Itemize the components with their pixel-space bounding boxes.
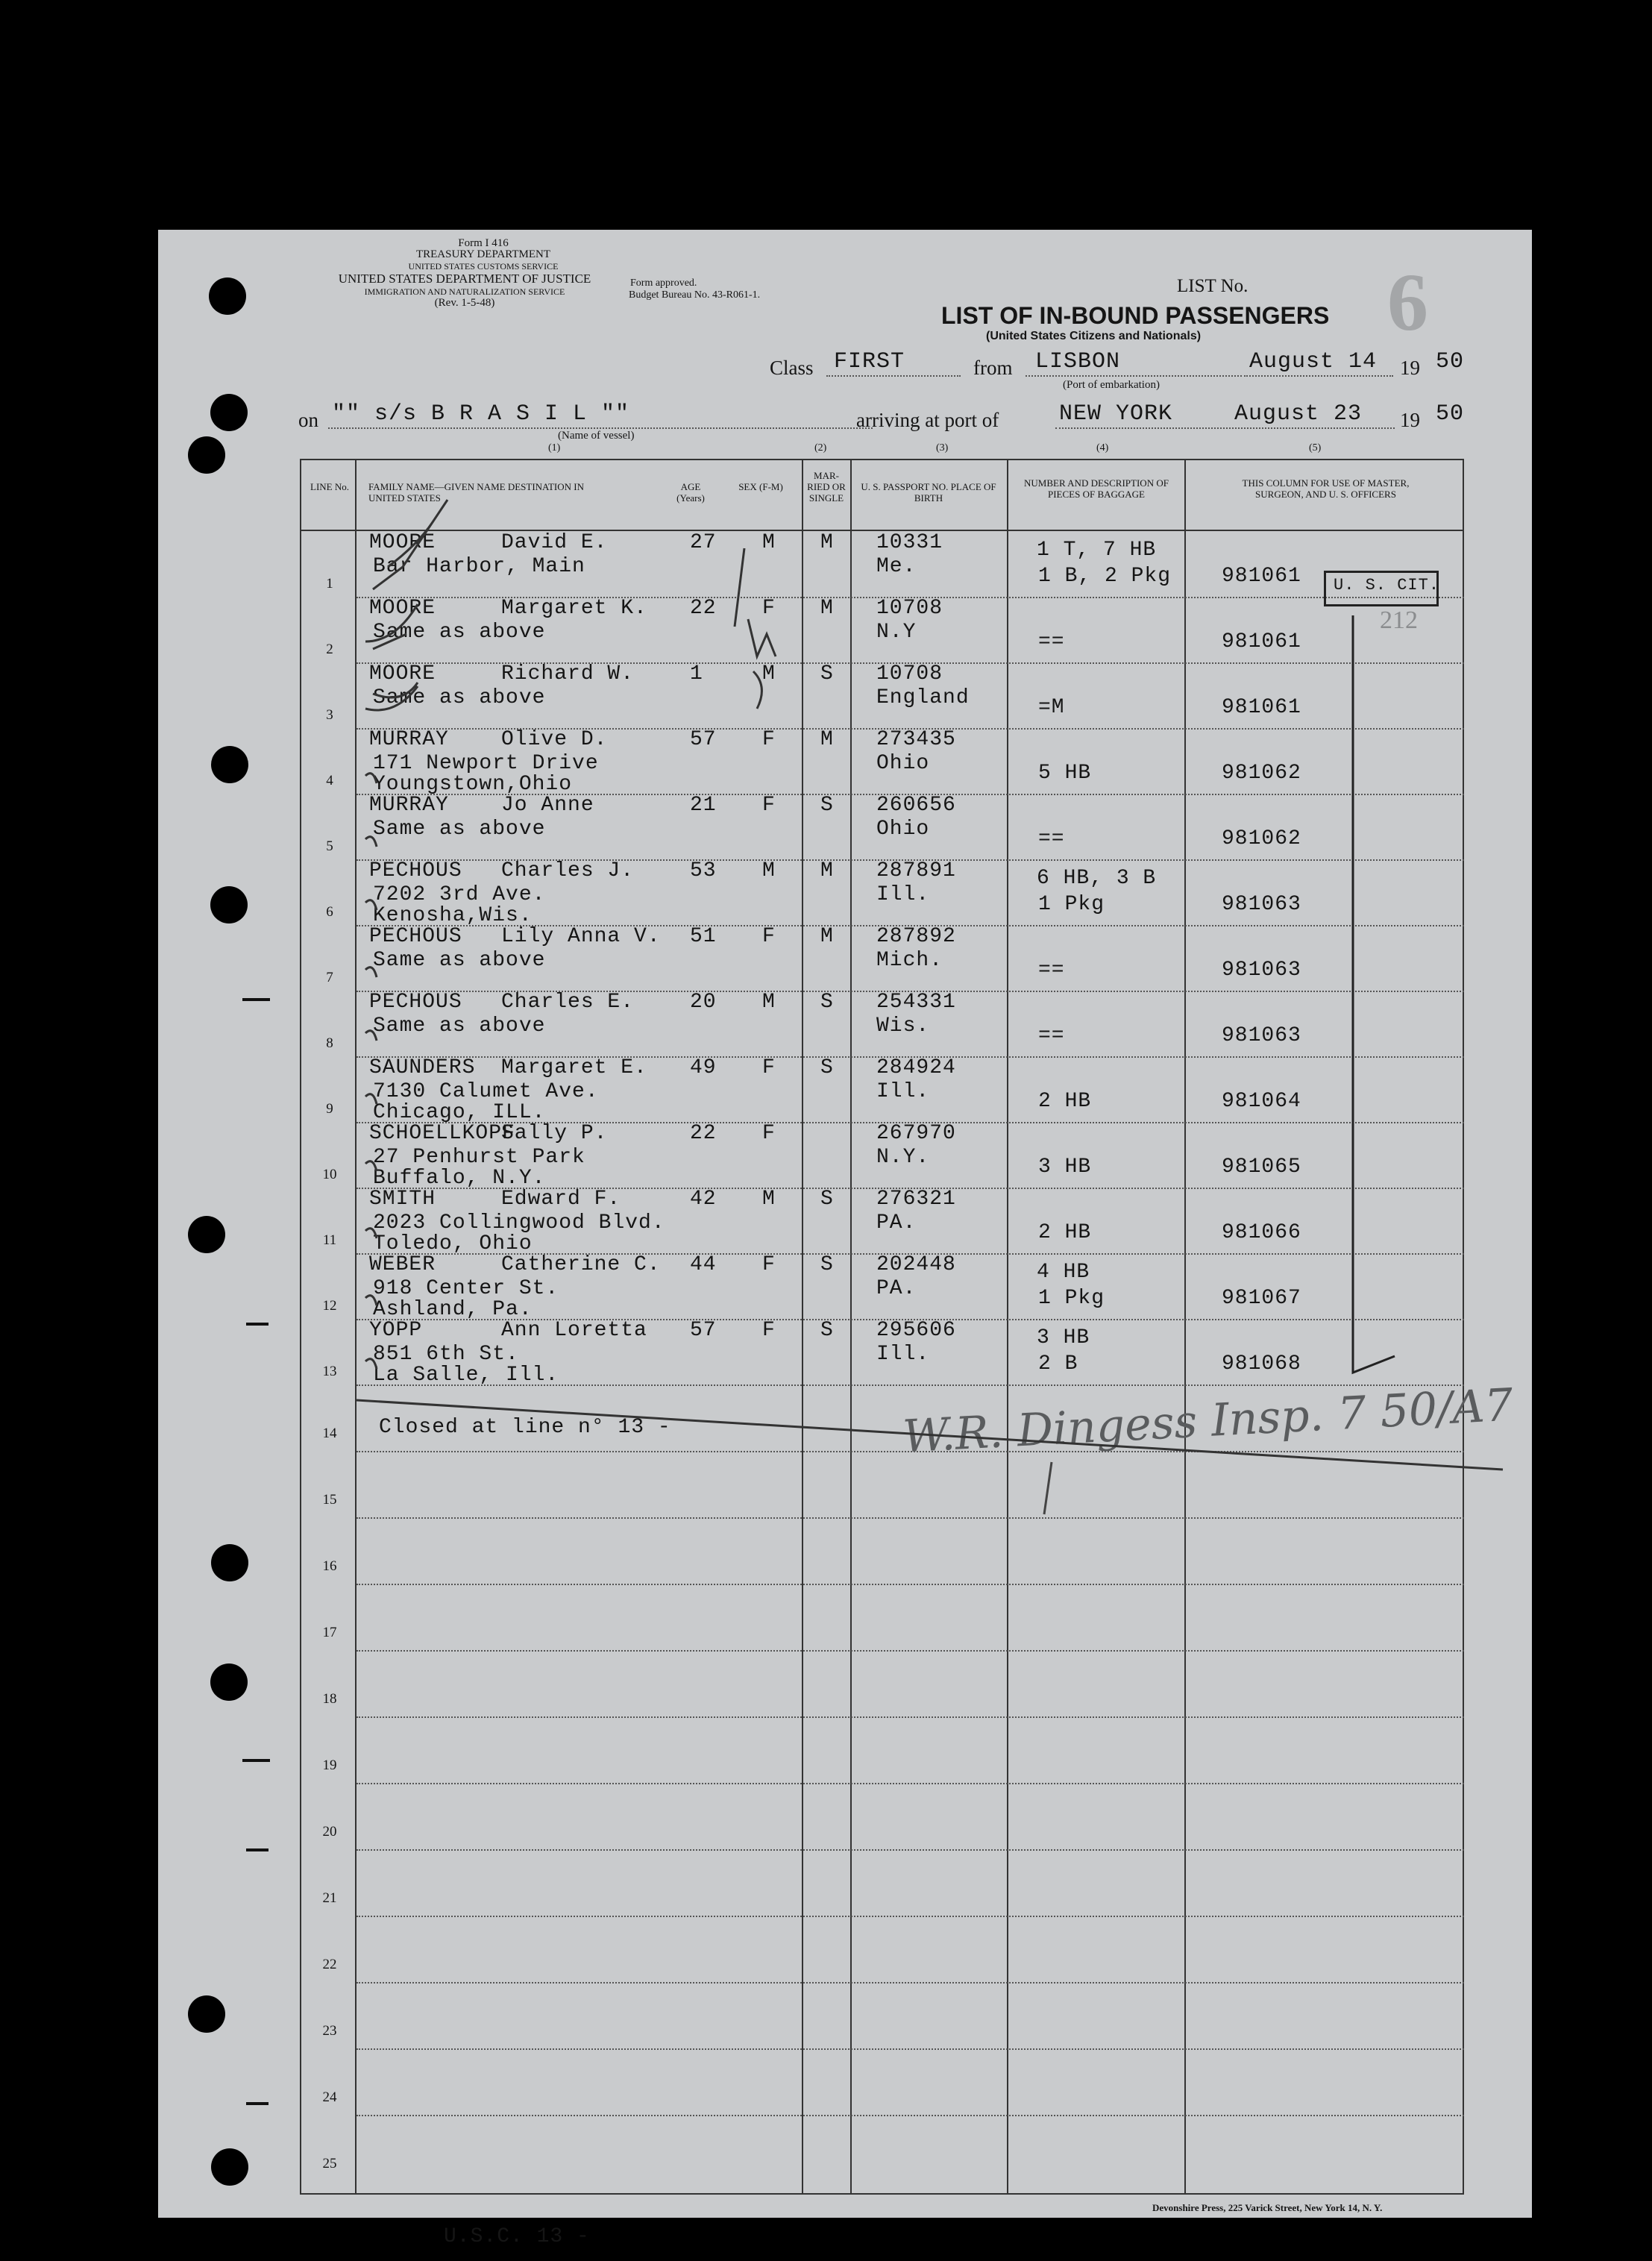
destination-line-2: Toledo, Ohio [373,1232,533,1255]
family-name: PECHOUS [369,925,462,948]
vessel-name: "" s/s B R A S I L "" [332,401,630,427]
family-name: PECHOUS [369,859,462,882]
tally-line [1353,615,1395,1373]
check-mark [373,500,447,589]
destination-line-1: 918 Center St. [373,1277,559,1300]
margin-tick [242,1000,270,2104]
col-number: (2) [814,442,827,454]
family-name: SCHOELLKOPF [369,1122,515,1145]
place-of-birth: Wis. [876,1015,930,1038]
line-number: 20 [322,1824,337,1840]
list-number: 6 [1387,257,1428,348]
col-number: (3) [936,442,949,454]
passport-number: 287892 [876,925,956,948]
line-number: 5 [326,838,333,854]
sex-cell: F [762,1253,776,1276]
destination-line-2: Ashland, Pa. [373,1298,533,1321]
destination-line-1: Same as above [373,686,546,709]
given-name: Margaret K. [501,597,647,620]
given-name: Lily Anna V. [501,925,661,948]
from-value: LISBON [1035,349,1121,374]
check-marks [365,774,377,1369]
destination-line-1: Same as above [373,818,546,841]
destination-line-1: 851 6th St. [373,1343,519,1366]
header-name: FAMILY NAME—GIVEN NAME DESTINATION IN UNITED STATES [368,481,585,504]
passport-number: 254331 [876,991,956,1014]
family-name: PECHOUS [369,991,462,1014]
baggage-line-2: == [1038,630,1065,653]
baggage-line-2: == [1038,1024,1065,1047]
passport-number: 267970 [876,1122,956,1145]
line-number: 8 [326,1035,333,1051]
destination-line-2: Buffalo, N.Y. [373,1167,546,1190]
place-of-birth: PA. [876,1277,917,1300]
line-number: 12 [322,1298,337,1314]
printer-imprint: Devonshire Press, 225 Varick Street, New York 14, N. Y. [1152,2202,1383,2213]
col-number: (5) [1309,442,1322,454]
sex-cell: M [762,1188,776,1211]
line-number: 23 [322,2023,337,2039]
passport-number: 10331 [876,531,943,554]
header-officers: THIS COLUMN FOR USE OF MASTER, SURGEON, AND U. S. OFFICERS [1242,477,1410,500]
year-prefix-2: 19 [1400,409,1420,431]
age-cell: 20 [690,991,717,1014]
line-number: 7 [326,970,333,985]
passport-number: 260656 [876,794,956,817]
baggage-line-1: 1 T, 7 HB [1037,539,1157,562]
sex-cell: M [762,859,776,882]
given-name: Charles E. [501,991,635,1014]
list-no-label: LIST No. [1177,276,1249,296]
line-number: 6 [326,904,333,920]
destination-line-1: Bar Harbor, Main [373,555,585,578]
baggage-line-1: 4 HB [1037,1261,1090,1284]
place-of-birth: Ill. [876,883,930,906]
line-number: 9 [326,1101,333,1117]
budget-bureau: Budget Bureau No. 43-R061-1. [629,289,761,301]
age-cell: 22 [690,1122,717,1145]
closed-note: Closed at line n° 13 - [379,1416,671,1439]
sex-cell: F [762,728,776,751]
vessel-label: (Name of vessel) [558,430,635,442]
line-number: 2 [326,642,333,657]
stamp-number: 212 [1380,606,1418,634]
header-passport: U. S. PASSPORT NO. PLACE OF BIRTH [861,481,996,504]
marital-cell: S [820,1056,834,1079]
stamp-text: U. S. CIT. [1334,576,1440,595]
baggage-line-2: =M [1038,696,1065,719]
header-baggage: NUMBER AND DESCRIPTION OF PIECES OF BAGGAGE [1024,477,1169,500]
passport-number: 295606 [876,1319,956,1342]
officer-number: 981068 [1222,1352,1301,1376]
officer-number: 981063 [1222,959,1301,982]
arrival-port: NEW YORK [1059,401,1173,427]
marital-cell: M [820,728,834,751]
officer-number: 981062 [1222,762,1301,785]
handwritten-initials [735,548,776,709]
on-label: on [298,409,318,431]
customs-service: UNITED STATES CUSTOMS SERVICE [408,261,559,272]
class-value: FIRST [834,349,905,374]
family-name: MOORE [369,531,436,554]
arrival-year: 50 [1436,401,1465,427]
destination-line-1: Same as above [373,1015,546,1038]
officer-number: 981061 [1222,630,1301,653]
destination-line-1: 2023 Collingwood Blvd. [373,1211,665,1235]
sex-cell: M [762,662,776,686]
marital-cell: M [820,859,834,882]
line-number: 18 [322,1691,337,1707]
baggage-line-2: 1 Pkg [1038,1287,1105,1310]
place-of-birth: Ohio [876,752,930,775]
sex-cell: F [762,1056,776,1079]
baggage-line-2: == [1038,959,1065,982]
age-cell: 44 [690,1253,717,1276]
port-embarkation-label: (Port of embarkation) [1063,379,1160,391]
passport-number: 10708 [876,597,943,620]
place-of-birth: Ill. [876,1080,930,1103]
destination-line-1: 171 Newport Drive [373,752,599,775]
check-mark [365,604,418,649]
destination-line-1: Same as above [373,621,546,644]
marital-cell: M [820,925,834,948]
given-name: Olive D. [501,728,608,751]
line-number: 17 [322,1625,337,1640]
family-name: SMITH [369,1188,436,1211]
inspector-signature: W.R. Dingess Insp. 7 50/A7 [901,1379,1515,1464]
age-cell: 21 [690,794,717,817]
baggage-line-2: == [1038,827,1065,850]
family-name: SAUNDERS [369,1056,476,1079]
line-number: 11 [322,1232,337,1248]
form-subtitle: (United States Citizens and Nationals) [986,330,1202,342]
age-cell: 42 [690,1188,717,1211]
age-cell: 22 [690,597,717,620]
baggage-line-1: 6 HB, 3 B [1037,867,1157,890]
given-name: Richard W. [501,662,635,686]
arrival-date: August 23 [1234,401,1363,427]
col-number: (1) [548,442,561,454]
age-cell: 53 [690,859,717,882]
pen-stroke [1044,1462,1052,1514]
officer-number: 981063 [1222,893,1301,916]
destination-line-2: Youngstown,Ohio [373,773,573,796]
sex-cell: M [762,991,776,1014]
given-name: Sally P. [501,1122,608,1145]
family-name: MURRAY [369,794,449,817]
baggage-line-2: 1 B, 2 Pkg [1038,565,1172,588]
justice-dept: UNITED STATES DEPARTMENT OF JUSTICE [338,272,591,286]
family-name: WEBER [369,1253,436,1276]
footer-code: U.S.C. 13 - [444,2225,590,2248]
given-name: Margaret E. [501,1056,647,1079]
officer-number: 981061 [1222,565,1301,588]
revision: (Rev. 1-5-48) [434,297,495,309]
place-of-birth: N.Y [876,621,917,644]
marital-cell: S [820,991,834,1014]
place-of-birth: England [876,686,970,709]
header-sex: SEX (F-M) [738,481,783,492]
baggage-line-2: 2 HB [1038,1090,1092,1113]
given-name: Catherine C. [501,1253,661,1276]
arriving-label: arriving at port of [856,409,999,431]
form-approved: Form approved. [630,277,697,289]
passport-number: 276321 [876,1188,956,1211]
line-number: 1 [326,576,333,592]
sex-cell: F [762,597,776,620]
line-number: 19 [322,1757,337,1773]
given-name: Ann Loretta [501,1319,647,1342]
baggage-line-1: 3 HB [1037,1326,1090,1349]
col-number: (4) [1096,442,1109,454]
marital-cell: S [820,1319,834,1342]
closing-line [357,1400,1503,1470]
place-of-birth: N.Y. [876,1146,930,1169]
sex-cell: F [762,925,776,948]
family-name: MOORE [369,597,436,620]
line-number: 10 [322,1167,337,1182]
immigration-service: IMMIGRATION AND NATURALIZATION SERVICE [364,286,565,297]
officer-number: 981067 [1222,1287,1301,1310]
sex-cell: F [762,1319,776,1342]
destination-line-2: Chicago, ILL. [373,1101,546,1124]
from-label: from [973,357,1013,379]
form-title: LIST OF IN-BOUND PASSENGERS [941,302,1330,329]
officer-number: 981066 [1222,1221,1301,1244]
officer-number: 981064 [1222,1090,1301,1113]
line-number: 15 [322,1492,337,1508]
treasury-dept: TREASURY DEPARTMENT [415,248,551,260]
officer-number: 981062 [1222,827,1301,850]
class-label: Class [770,357,814,379]
sex-cell: M [762,531,776,554]
destination-line-2: La Salle, Ill. [373,1364,559,1387]
age-cell: 57 [690,728,717,751]
line-number: 22 [322,1957,337,1972]
place-of-birth: PA. [876,1211,917,1235]
check-mark [365,683,418,710]
place-of-birth: Mich. [876,949,943,972]
baggage-line-2: 1 Pkg [1038,893,1105,916]
destination-line-1: 7130 Calumet Ave. [373,1080,599,1103]
destination-line-1: 27 Penhurst Park [373,1146,585,1169]
line-number: 24 [322,2089,337,2105]
departure-date: August 14 [1249,349,1378,374]
age-cell: 49 [690,1056,717,1079]
destination-line-2: Kenosha,Wis. [373,904,533,927]
marital-cell: S [820,1188,834,1211]
baggage-line-2: 2 HB [1038,1221,1092,1244]
header-line-no: LINE No. [310,481,349,492]
officer-number: 981065 [1222,1155,1301,1179]
sex-cell: F [762,1122,776,1145]
family-name: YOPP [369,1319,423,1342]
marital-cell: S [820,662,834,686]
form-number: Form I 416 [458,237,509,249]
officer-number: 981061 [1222,696,1301,719]
place-of-birth: Ill. [876,1343,930,1366]
officer-number: 981063 [1222,1024,1301,1047]
departure-year: 50 [1436,349,1465,374]
destination-line-1: Same as above [373,949,546,972]
marital-cell: M [820,531,834,554]
age-cell: 1 [690,662,703,686]
age-cell: 57 [690,1319,717,1342]
given-name: Edward F. [501,1188,621,1211]
place-of-birth: Ohio [876,818,930,841]
destination-line-1: 7202 3rd Ave. [373,883,546,906]
family-name: MURRAY [369,728,449,751]
marital-cell: S [820,1253,834,1276]
given-name: David E. [501,531,608,554]
line-number: 14 [322,1426,337,1441]
passport-number: 284924 [876,1056,956,1079]
baggage-line-2: 2 B [1038,1352,1078,1376]
sex-cell: F [762,794,776,817]
line-number: 4 [326,773,333,788]
line-number: 16 [322,1558,337,1574]
header-age: AGE (Years) [676,481,705,504]
age-cell: 51 [690,925,717,948]
age-cell: 27 [690,531,717,554]
line-number: 3 [326,707,333,723]
place-of-birth: Me. [876,555,917,578]
given-name: Charles J. [501,859,635,882]
baggage-line-2: 3 HB [1038,1155,1092,1179]
header-married: MAR-RIED OR SINGLE [807,470,846,504]
baggage-line-2: 5 HB [1038,762,1092,785]
marital-cell: S [820,794,834,817]
passport-number: 273435 [876,728,956,751]
passport-number: 10708 [876,662,943,686]
line-number: 25 [322,2156,337,2171]
family-name: MOORE [369,662,436,686]
given-name: Jo Anne [501,794,594,817]
marital-cell: M [820,597,834,620]
passport-number: 287891 [876,859,956,882]
line-number: 21 [322,1890,337,1906]
year-prefix: 19 [1400,357,1420,379]
line-number: 13 [322,1364,337,1379]
passport-number: 202448 [876,1253,956,1276]
